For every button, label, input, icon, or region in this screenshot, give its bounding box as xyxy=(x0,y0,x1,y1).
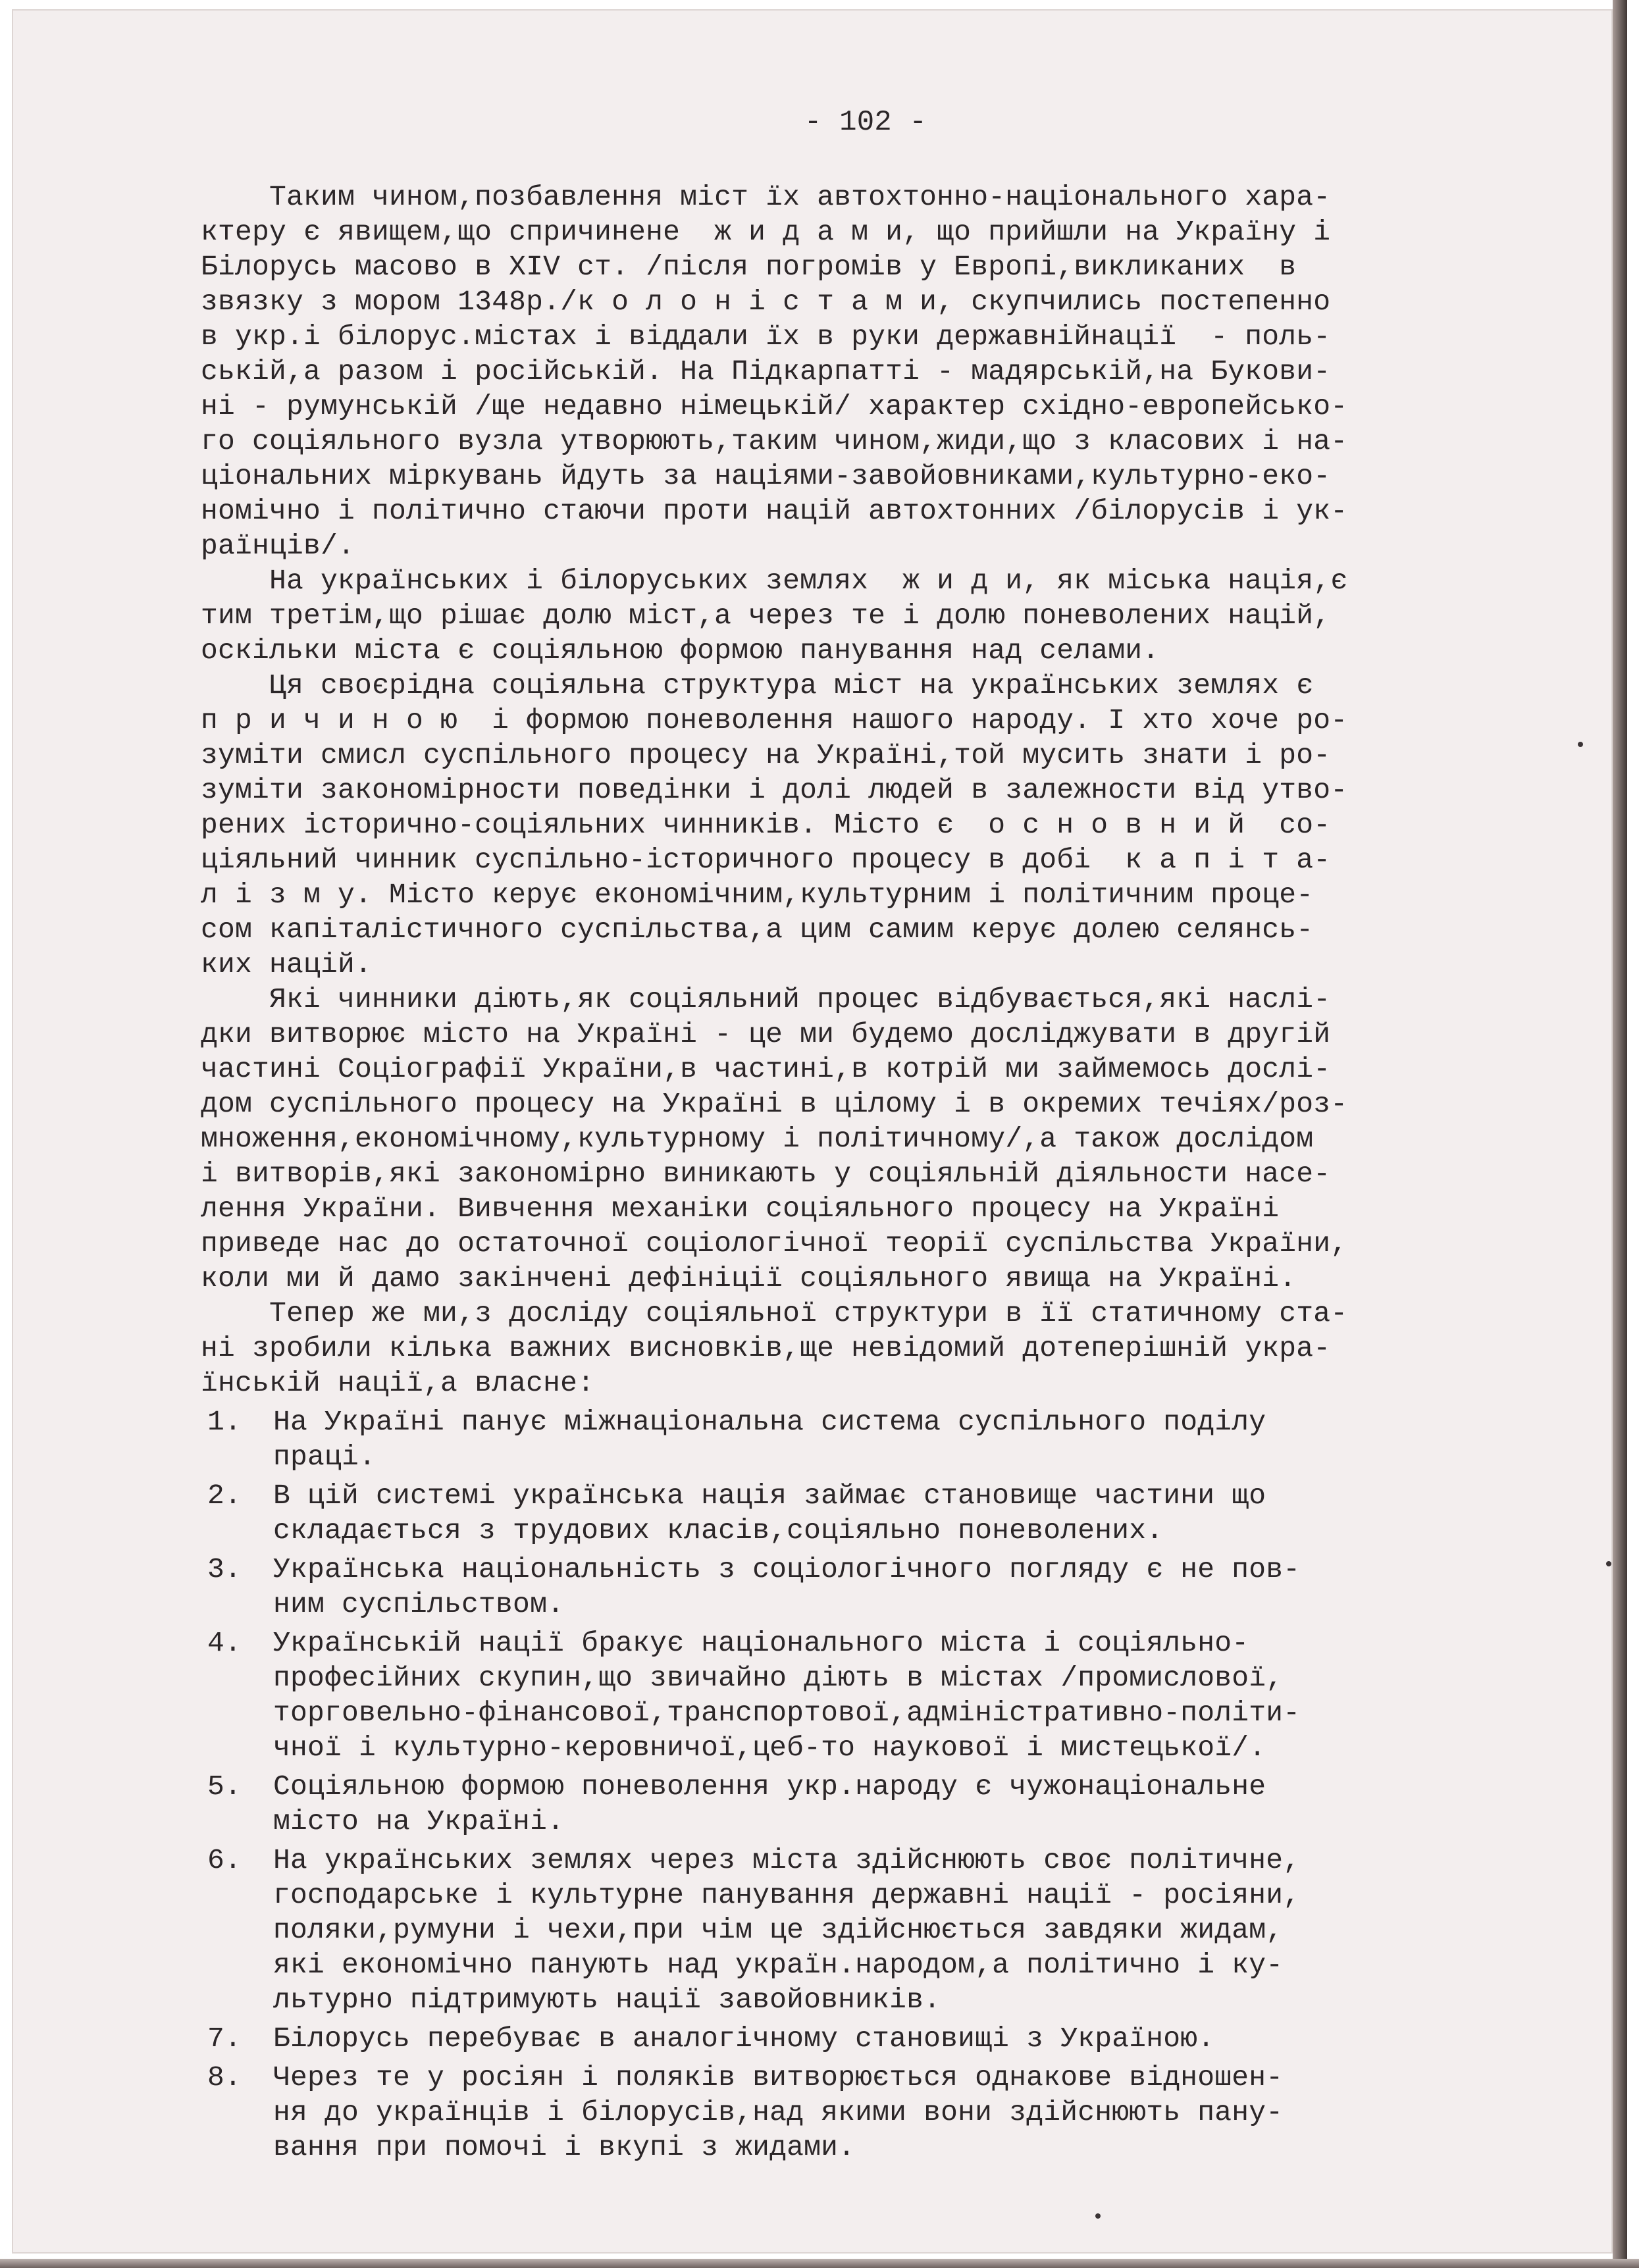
list-item-number: 1. xyxy=(207,1406,242,1438)
text-line: номічно і політично стаючи проти націй автохтонних /білорусів і ук- xyxy=(201,495,1348,527)
list-item-number: 7. xyxy=(207,2023,242,2055)
page-number: - 102 - xyxy=(804,106,927,139)
margin-mark-upper xyxy=(1578,742,1583,747)
list-item-number: 4. xyxy=(207,1627,242,1659)
text-line: множення,економічному,культурному і політичному/,а також дослідом xyxy=(201,1123,1314,1155)
text-line: ціяльний чинник суспільно-історичного процесу в добі к а п і т а- xyxy=(201,844,1331,876)
text-line: раїнців/. xyxy=(201,530,355,562)
list-item-line: Українській нації бракує національного міста і соціяльно- xyxy=(273,1627,1249,1659)
page-edge-right xyxy=(1613,0,1627,2268)
text-line: ні зробили кілька важних висновків,ще невідомий дотеперішній укра- xyxy=(201,1332,1331,1364)
list-item-line: торговельно-фінансової,транспортової,адміністративно-політи- xyxy=(273,1697,1301,1729)
list-item-number: 3. xyxy=(207,1553,242,1585)
paragraph xyxy=(201,563,1484,668)
list-item-line: На Україні панує міжнаціональна система суспільного поділу xyxy=(273,1406,1266,1438)
text-line: дки витворює місто на Україні - це ми будемо досліджувати в другій xyxy=(201,1018,1331,1050)
list-item xyxy=(201,1552,1484,1622)
list-item-line: Українська національність з соціологічного погляду є не пов- xyxy=(273,1553,1301,1585)
list-item-number: 5. xyxy=(207,1770,242,1803)
text-line: ких націй. xyxy=(201,948,373,981)
page-edge-bottom xyxy=(0,2259,1639,2268)
list-item-number: 6. xyxy=(207,1844,242,1876)
text-line: ській,а разом і російській. На Підкарпатті - мадярській,на Букови- xyxy=(201,355,1331,388)
list-item-line: Через те у росіян і поляків витворюється однакове відношен- xyxy=(273,2061,1284,2094)
list-item-line: ня до українців і білорусів,над якими вони здійснюють пану- xyxy=(273,2096,1284,2128)
text-line: Ця своєрідна соціяльна структура міст на українських землях є xyxy=(201,669,1314,702)
text-line: ктеру є явищем,що спричинене ж и д а м и, що прийшли на Україну і xyxy=(201,216,1331,248)
typewritten-text xyxy=(201,105,1484,2165)
text-line: зуміти смисл суспільного процесу на Україні,той мусить знати і ро- xyxy=(201,739,1331,771)
list-item xyxy=(201,1405,1484,1474)
list-item xyxy=(201,2021,1484,2056)
list-item-line: ним суспільством. xyxy=(273,1588,565,1620)
text-line: їнській нації,а власне: xyxy=(201,1367,595,1399)
text-line: приведе нас до остаточної соціологічної теорії суспільства України, xyxy=(201,1227,1348,1260)
text-line: рених історично-соціяльних чинників. Місто є о с н о в н и й со- xyxy=(201,809,1331,841)
list-item-line: Білорусь перебуває в аналогічному становищі з Україною. xyxy=(273,2023,1215,2055)
list-item-line: чної і культурно-керовничої,цеб-то наукової і мистецької/. xyxy=(273,1732,1266,1764)
text-line: і витворів,які закономірно виникають у соціяльній діяльности насе- xyxy=(201,1158,1331,1190)
list-item-line: місто на Україні. xyxy=(273,1805,565,1838)
text-line: оскільки міста є соціяльною формою панування над селами. xyxy=(201,634,1160,667)
text-line: На українських і білоруських землях ж и д и, як міська нація,є xyxy=(201,565,1348,597)
text-line: ні - румунській /ще недавно німецькій/ характер східно-европейсько- xyxy=(201,390,1348,423)
list-item-line: В цій системі українська нація займає становище частини що xyxy=(273,1480,1266,1512)
text-line: звязку з мором 1348р./к о л о н і с т а м и, скупчились постепенно xyxy=(201,286,1331,318)
text-line: л і з м у. Місто керує економічним,культурним і політичним проце- xyxy=(201,879,1314,911)
list-item-line: На українських землях через міста здійснюють своє політичне, xyxy=(273,1844,1301,1876)
list-item-line: професійних скупин,що звичайно діють в містах /промислової, xyxy=(273,1662,1284,1694)
text-line: ціональних міркувань йдуть за націями-завойовниками,культурно-еко- xyxy=(201,460,1331,492)
list-item-line: Соціяльною формою поневолення укр.народу є чужонаціональне xyxy=(273,1770,1266,1803)
text-line: п р и ч и н о ю і формою поневолення нашого народу. І хто хоче ро- xyxy=(201,704,1348,736)
list-item xyxy=(201,1478,1484,1548)
list-item-line: праці. xyxy=(273,1441,377,1473)
text-line: сом капіталістичного суспільства,а цим самим керує долею селянсь- xyxy=(201,914,1314,946)
paragraph xyxy=(201,1296,1484,1401)
list-item-line: вання при помочі і вкупі з жидами. xyxy=(273,2131,856,2163)
text-line: коли ми й дамо закінчені дефініції соціяльного явища на Україні. xyxy=(201,1262,1297,1295)
text-line: Таким чином,позбавлення міст їх автохтонно-національного хара- xyxy=(201,181,1331,213)
list-item-number: 8. xyxy=(207,2061,242,2094)
list-item-line: складається з трудових класів,соціяльно поневолених. xyxy=(273,1514,1164,1547)
margin-mark-lower xyxy=(1606,1561,1611,1566)
text-line: тим третім,що рішає долю міст,а через те і долю поневолених націй, xyxy=(201,600,1331,632)
list-item xyxy=(201,1769,1484,1839)
text-line: Тепер же ми,з досліду соціяльної структури в її статичному ста- xyxy=(201,1297,1348,1329)
list-item-line: господарське і культурне панування державні нації - росіяни, xyxy=(273,1879,1301,1911)
text-line: Білорусь масово в XIV ст. /після погромів у Европі,викликаних в xyxy=(201,251,1297,283)
text-line: зуміти закономірности поведінки і долі людей в залежности від утво- xyxy=(201,774,1348,806)
text-line: го соціяльного вузла утворюють,таким чином,жиди,що з класових і на- xyxy=(201,425,1348,457)
paragraph xyxy=(201,180,1484,563)
list-item-number: 2. xyxy=(207,1480,242,1512)
text-line: Які чинники діють,як соціяльний процес відбувається,які наслі- xyxy=(201,983,1331,1016)
text-line: в укр.і білорус.містах і віддали їх в руки державнійнації - поль- xyxy=(201,321,1331,353)
list-item xyxy=(201,1843,1484,2017)
list-item-line: які економічно панують над україн.народом,а політично і ку- xyxy=(273,1949,1284,1981)
list-item-line: льтурно підтримують нації завойовників. xyxy=(273,1984,941,2016)
list-item xyxy=(201,1626,1484,1765)
list-item-line: поляки,румуни і чехи,при чім це здійснюється завдяки жидам, xyxy=(273,1914,1284,1946)
text-line: частині Соціографії України,в частині,в котрій ми займемось дослі- xyxy=(201,1053,1331,1085)
conclusions-list xyxy=(201,1405,1484,2165)
body-text xyxy=(201,180,1484,1401)
paragraph xyxy=(201,668,1484,982)
margin-mark-bottom xyxy=(1095,2213,1101,2219)
text-line: лення України. Вивчення механіки соціяльного процесу на Україні xyxy=(201,1193,1280,1225)
paragraph xyxy=(201,982,1484,1296)
text-line: дом суспільного процесу на Україні в цілому і в окремих течіях/роз- xyxy=(201,1088,1348,1120)
list-item xyxy=(201,2060,1484,2165)
